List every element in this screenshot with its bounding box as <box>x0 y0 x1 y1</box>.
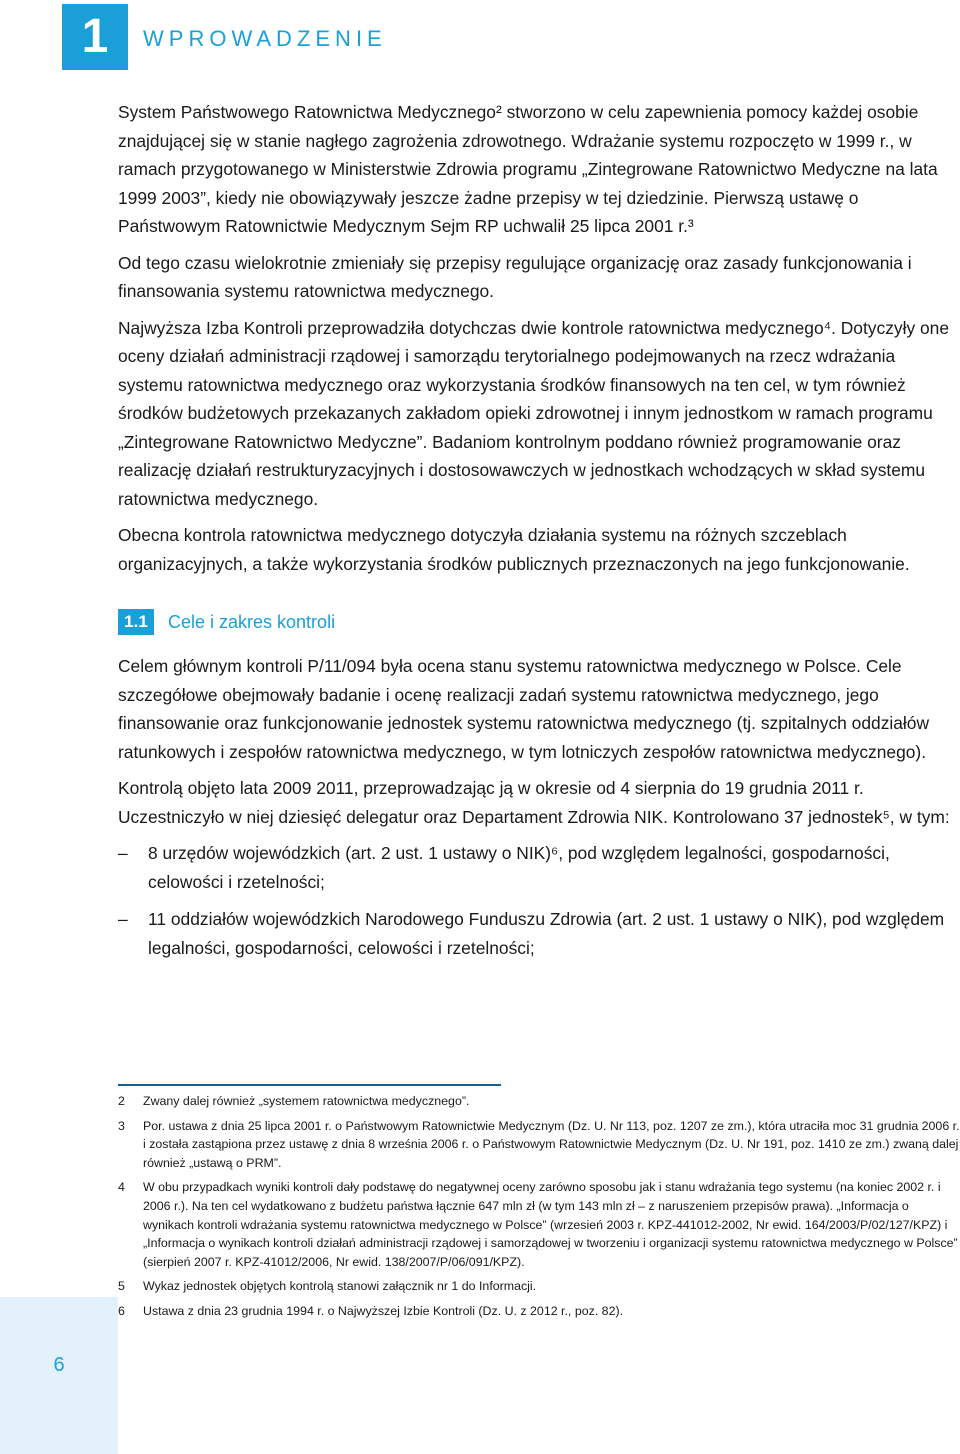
footnotes <box>118 1092 960 1327</box>
section-paragraph-2: Kontrolą objęto lata 2009 2011, przeprowadzając ją w okresie od 4 sierpnia do 19 grudnia 2011 r. Uczestniczyło w niej dziesięć delegatur oraz Departament Zdrowia NIK. Kontrolowano 37 jednostek⁵, w tym: <box>118 778 950 827</box>
section-heading <box>118 608 960 636</box>
intro-paragraph-2: Od tego czasu wielokrotnie zmieniały się przepisy regulujące organizację oraz zasady funkcjonowania i finansowania systemu ratownictwa medycznego. <box>118 252 912 301</box>
footnote-number: 6 <box>118 1303 125 1318</box>
section-title: Cele i zakres kontroli <box>168 611 336 632</box>
footnote <box>118 1117 960 1173</box>
footnote-number: 4 <box>118 1180 125 1195</box>
list-item <box>118 839 960 896</box>
main-content <box>118 98 960 971</box>
footnote-number: 2 <box>118 1094 125 1108</box>
footnote-text: Por. ustawa z dnia 25 lipca 2001 r. o Państwowym Ratownictwie Medycznym (Dz. U. Nr 113, poz. 1207 ze zm.), która utraciła moc 31 grudnia 2006 r. i została zastąpiona przez ustawę z dnia 8 września 2006 r. o Państwowym Ratownictwie Medycznym (Dz. U. Nr 191, poz. 1410 ze zm.) zwaną dalej również „ustawą o PRM”. <box>143 1118 960 1170</box>
footnote <box>118 1178 960 1271</box>
intro-paragraph-4: Obecna kontrola ratownictwa medycznego dotyczyła działania systemu na różnych szczeblach organizacyjnych, a także wykorzystania środków publicznych przeznaczonych na jego funkcjonowanie. <box>118 525 910 574</box>
dash-bullet: – <box>118 843 128 863</box>
scope-list <box>118 839 960 962</box>
footnote-text: W obu przypadkach wyniki kontroli dały podstawę do negatywnej oceny zarówno sposobu jak i stanu wdrażania tego systemu (na koniec 2002 r. i 2006 r.). Na ten cel wydatkowano z budżetu państwa łącznie 647 mln zł (w tym 143 mln zł – z naruszeniem przepisów prawa). „Informacja o wynikach kontroli wdrażania systemu ratownictwa medycznego w Polsce” (wrzesień 2003 r. KPZ-441012-2002, Nr ewid. 164/2003/P/02/127/KPZ) i „Informacja o wynikach kontroli działań administracji rządowej i samorządowej w tworzeniu i organizacji systemu ratownictwa medycznego w Polsce” (sierpień 2007 r. KPZ-41012/2006, Nr ewid. 138/2007/P/06/091/KPZ). <box>143 1180 958 1269</box>
footnote <box>118 1302 960 1321</box>
footnote-number: 3 <box>118 1118 125 1133</box>
section-number: 1.1 <box>118 609 154 635</box>
intro-paragraph-3: Najwyższa Izba Kontroli przeprowadziła dotychczas dwie kontrole ratownictwa medycznego⁴. Dotyczyły one oceny działań administracji rządowej i samorządu terytorialnego podejmowanych na rzecz wdrażania systemu ratownictwa medycznego oraz wykorzystania środków finansowych na ten cel, w tym również środków budżetowych przekazanych zakładom opieki zdrowotnej i innym jednostkom w ramach programu „Zintegrowane Ratownictwo Medyczne”. Badaniom kontrolnym poddano również programowanie oraz realizację działań restrukturyzacyjnych i dostosowawczych w jednostkach wchodzących w skład systemu ratownictwa medycznego. <box>118 317 949 509</box>
section-paragraph-1: Celem głównym kontroli P/11/094 była ocena stanu systemu ratownictwa medycznego w Polsce. Cele szczegółowe obejmowały badanie i ocenę realizacji zadań systemu ratownictwa medycznego, jego finansowanie oraz funkcjonowanie jednostek systemu ratownictwa medycznego (tj. szpitalnych oddziałów ratunkowych i zespołów ratownictwa medycznego, w tym lotniczych zespołów ratownictwa medycznego). <box>118 656 930 762</box>
list-item <box>118 905 960 962</box>
footnote <box>118 1092 960 1111</box>
dash-bullet: – <box>118 909 128 929</box>
footnote-divider <box>118 1084 501 1086</box>
footnote-text: Wykaz jednostek objętych kontrolą stanowi załącznik nr 1 do Informacji. <box>143 1279 537 1294</box>
footnote-text: Ustawa z dnia 23 grudnia 1994 r. o Najwyższej Izbie Kontroli (Dz. U. z 2012 r., poz. 82). <box>143 1303 624 1318</box>
list-item-text: 11 oddziałów wojewódzkich Narodowego Funduszu Zdrowia (art. 2 ust. 1 ustawy o NIK), pod względem legalności, gospodarności, celowości i rzetelności; <box>148 909 945 958</box>
footnote-number: 5 <box>118 1279 125 1294</box>
intro-paragraph-1: System Państwowego Ratownictwa Medycznego² stworzono w celu zapewnienia pomocy każdej osobie znajdującej się w stanie nagłego zagrożenia zdrowotnego. Wdrażanie systemu rozpoczęto w 1999 r., w ramach przygotowanego w Ministerstwie Zdrowia programu „Zintegrowane Ratownictwo Medyczne na lata 1999 2003”, kiedy nie obowiązywały jeszcze żadne przepisy w tej dziedzinie. Pierwszą ustawę o Państwowym Ratownictwie Medycznym Sejm RP uchwalił 25 lipca 2001 r.³ <box>118 102 938 236</box>
chapter-number: 1 <box>62 4 128 70</box>
chapter-title: WPROWADZENIE <box>143 26 387 51</box>
list-item-text: 8 urzędów wojewódzkich (art. 2 ust. 1 ustawy o NIK)⁶, pod względem legalności, gospodarności, celowości i rzetelności; <box>148 843 890 892</box>
footnote-text: Zwany dalej również „systemem ratownictwa medycznego”. <box>143 1094 470 1108</box>
footnote <box>118 1277 960 1296</box>
page-number: 6 <box>53 1354 65 1376</box>
